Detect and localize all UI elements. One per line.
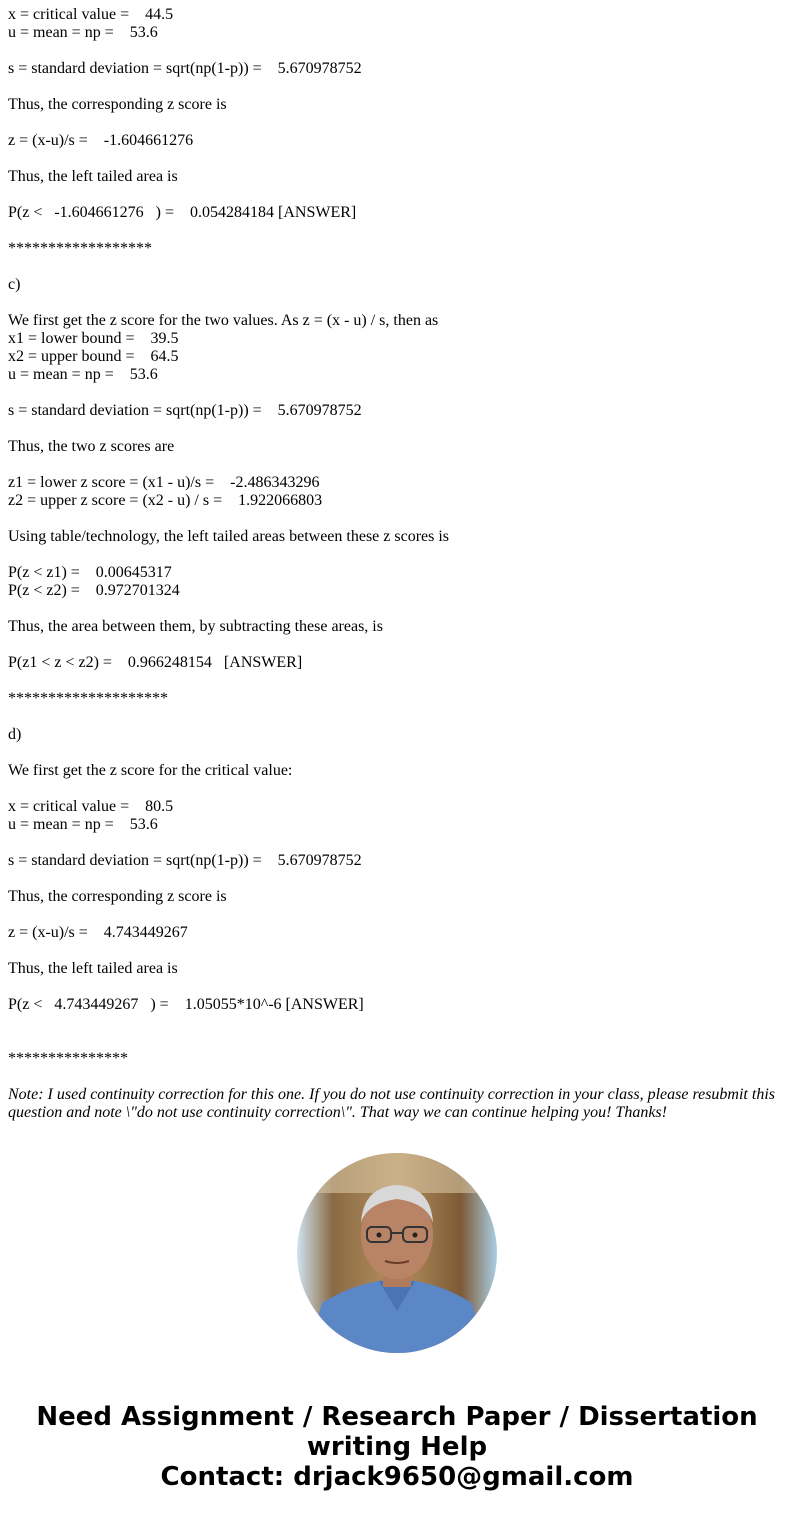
text-line: s = standard deviation = sqrt(np(1-p)) = 5.670978752 xyxy=(8,402,362,419)
text-line: P(z < z1) = 0.00645317 xyxy=(8,564,172,581)
answer-line: P(z < -1.604661276 ) = 0.054284184 [ANSWER] xyxy=(8,204,357,221)
text-line: z = (x-u)/s = 4.743449267 xyxy=(8,924,188,941)
answer-line: P(z1 < z < z2) = 0.966248154 [ANSWER] xyxy=(8,654,303,671)
text-line: x = critical value = 44.5 xyxy=(8,6,174,23)
text-line: Thus, the area between them, by subtracting these areas, is xyxy=(8,618,383,635)
text-line: u = mean = np = 53.6 xyxy=(8,366,158,383)
text-line: Thus, the corresponding z score is xyxy=(8,888,227,905)
text-line: z1 = lower z score = (x1 - u)/s = -2.486343296 xyxy=(8,474,320,491)
text-line: Thus, the left tailed area is xyxy=(8,960,178,977)
banner-line-1: Need Assignment / Research Paper / Dissertation xyxy=(36,1402,758,1432)
text-line: We first get the z score for the two values. As z = (x - u) / s, then as xyxy=(8,312,439,329)
banner-contact-email: Contact: drjack9650@gmail.com xyxy=(160,1462,634,1492)
text-line: Thus, the corresponding z score is xyxy=(8,96,227,113)
text-line: We first get the z score for the critical value: xyxy=(8,762,293,779)
section-label-c: c) xyxy=(8,276,21,293)
banner-line-2: writing Help xyxy=(306,1432,488,1462)
text-line: P(z < z2) = 0.972701324 xyxy=(8,582,180,599)
text-line: z = (x-u)/s = -1.604661276 xyxy=(8,132,194,149)
text-line: s = standard deviation = sqrt(np(1-p)) = 5.670978752 xyxy=(8,60,362,77)
section-label-d: d) xyxy=(8,726,22,743)
continuity-correction-note: Note: I used continuity correction for this one. If you do not use continuity correction in your class, please resubmit this question and note \"do not use continuity correction\". That way we can continue helping you! Thanks! xyxy=(8,1086,775,1121)
answer-line: P(z < 4.743449267 ) = 1.05055*10^-6 [ANSWER] xyxy=(8,996,364,1013)
text-line: Thus, the two z scores are xyxy=(8,438,175,455)
solution-document xyxy=(8,6,786,1122)
text-line: x1 = lower bound = 39.5 xyxy=(8,330,179,347)
separator: ******************** xyxy=(8,690,168,707)
separator: *************** xyxy=(8,1050,128,1067)
text-line: Thus, the left tailed area is xyxy=(8,168,178,185)
author-photo xyxy=(297,1153,497,1353)
text-line: x2 = upper bound = 64.5 xyxy=(8,348,179,365)
text-line: u = mean = np = 53.6 xyxy=(8,816,158,833)
text-line: s = standard deviation = sqrt(np(1-p)) = 5.670978752 xyxy=(8,852,362,869)
text-line: u = mean = np = 53.6 xyxy=(8,24,158,41)
contact-banner xyxy=(0,1402,794,1492)
text-line: z2 = upper z score = (x2 - u) / s = 1.922066803 xyxy=(8,492,323,509)
text-line: x = critical value = 80.5 xyxy=(8,798,174,815)
text-line: Using table/technology, the left tailed areas between these z scores is xyxy=(8,528,450,545)
portrait-image xyxy=(297,1153,497,1353)
separator: ****************** xyxy=(8,240,152,257)
